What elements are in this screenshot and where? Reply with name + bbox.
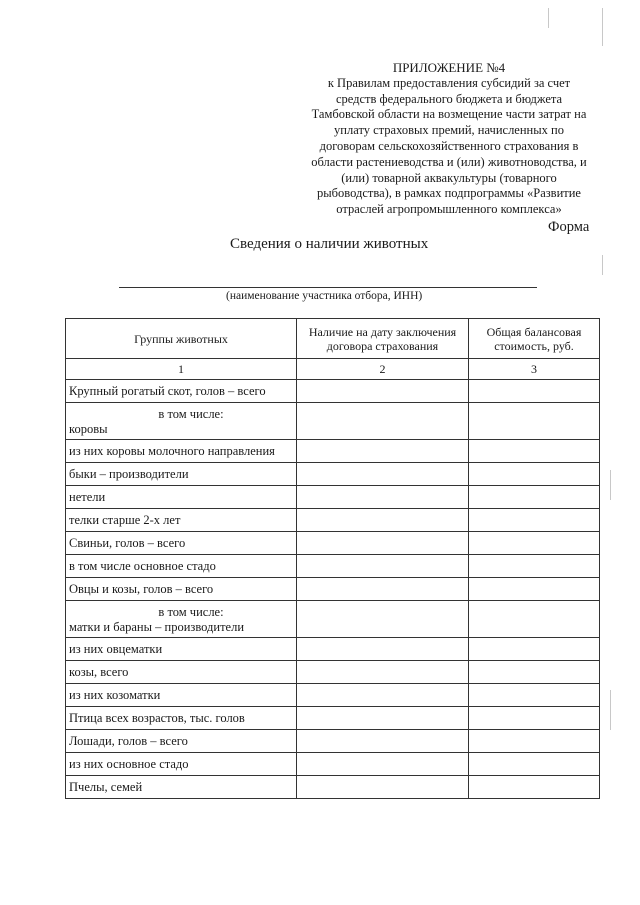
appendix-line: к Правилам предоставления субсидий за счет — [327, 75, 571, 90]
appendix-line: договорам сельскохозяйственного страхования в — [319, 138, 579, 153]
animal-group-cell: Птица всех возрастов, тыс. голов — [66, 707, 297, 730]
availability-input-cell[interactable] — [297, 486, 469, 509]
table-row — [66, 753, 600, 776]
table-row — [66, 776, 600, 799]
availability-input-cell[interactable] — [297, 532, 469, 555]
table-header-row — [66, 319, 600, 359]
scan-mark — [610, 470, 611, 500]
animal-group-cell — [66, 403, 297, 440]
availability-input-cell[interactable] — [297, 638, 469, 661]
table-row — [66, 730, 600, 753]
animal-group-cell: Пчелы, семей — [66, 776, 297, 799]
table-row — [66, 601, 600, 638]
animal-group-label: матки и бараны – производители — [69, 620, 245, 634]
animal-group-cell: телки старше 2-х лет — [66, 509, 297, 532]
column-header-groups: Группы животных — [66, 319, 297, 359]
value-input-cell[interactable] — [469, 463, 600, 486]
value-input-cell[interactable] — [469, 532, 600, 555]
animal-group-cell: Овцы и козы, голов – всего — [66, 578, 297, 601]
value-input-cell[interactable] — [469, 509, 600, 532]
availability-input-cell[interactable] — [297, 509, 469, 532]
animal-group-cell: Крупный рогатый скот, голов – всего — [66, 380, 297, 403]
subgroup-caption: в том числе: — [158, 407, 224, 421]
table-row — [66, 532, 600, 555]
scan-mark — [602, 255, 603, 275]
appendix-title: ПРИЛОЖЕНИЕ №4 — [392, 60, 506, 75]
animal-group-cell: нетели — [66, 486, 297, 509]
availability-input-cell[interactable] — [297, 730, 469, 753]
scan-mark — [610, 690, 611, 730]
animal-group-cell: из них коровы молочного направления — [66, 440, 297, 463]
appendix-line: средств федерального бюджета и бюджета — [335, 91, 563, 106]
animal-group-cell: в том числе основное стадо — [66, 555, 297, 578]
name-field-line — [119, 287, 537, 288]
availability-input-cell[interactable] — [297, 601, 469, 638]
value-input-cell[interactable] — [469, 776, 600, 799]
value-input-cell[interactable] — [469, 661, 600, 684]
table-row — [66, 403, 600, 440]
animal-group-cell: быки – производители — [66, 463, 297, 486]
appendix-line: (или) товарной аквакультуры (товарного — [341, 170, 557, 185]
appendix-line: рыбоводства), в рамках подпрограммы «Развитие — [317, 186, 581, 201]
value-input-cell[interactable] — [469, 730, 600, 753]
table-row — [66, 578, 600, 601]
table-row — [66, 380, 600, 403]
table-row — [66, 684, 600, 707]
column-number: 1 — [66, 359, 297, 380]
value-input-cell[interactable] — [469, 638, 600, 661]
availability-input-cell[interactable] — [297, 380, 469, 403]
animal-group-cell: из них основное стадо — [66, 753, 297, 776]
table-row — [66, 661, 600, 684]
animals-table — [65, 318, 600, 799]
table-row — [66, 707, 600, 730]
availability-input-cell[interactable] — [297, 707, 469, 730]
value-input-cell[interactable] — [469, 578, 600, 601]
column-header-availability: Наличие на дату заключения договора страхования — [297, 319, 469, 359]
table-row — [66, 440, 600, 463]
availability-input-cell[interactable] — [297, 776, 469, 799]
value-input-cell[interactable] — [469, 486, 600, 509]
appendix-line: области растениеводства и (или) животноводства, и — [311, 154, 587, 169]
name-field-caption: (наименование участника отбора, ИНН) — [226, 290, 423, 302]
table-row — [66, 555, 600, 578]
appendix-line: Тамбовской области на возмещение части затрат на — [311, 107, 587, 122]
table-row — [66, 486, 600, 509]
appendix-block — [288, 60, 610, 218]
availability-input-cell[interactable] — [297, 403, 469, 440]
document-title: Сведения о наличии животных — [230, 236, 429, 252]
value-input-cell[interactable] — [469, 440, 600, 463]
value-input-cell[interactable] — [469, 684, 600, 707]
animal-group-label: коровы — [69, 422, 108, 436]
value-input-cell[interactable] — [469, 555, 600, 578]
value-input-cell[interactable] — [469, 601, 600, 638]
availability-input-cell[interactable] — [297, 661, 469, 684]
animal-group-cell: из них козоматки — [66, 684, 297, 707]
value-input-cell[interactable] — [469, 753, 600, 776]
appendix-line: отраслей агропромышленного комплекса» — [336, 202, 562, 217]
value-input-cell[interactable] — [469, 707, 600, 730]
availability-input-cell[interactable] — [297, 555, 469, 578]
value-input-cell[interactable] — [469, 403, 600, 440]
animal-group-cell: козы, всего — [66, 661, 297, 684]
animal-group-cell: Свиньи, голов – всего — [66, 532, 297, 555]
column-number: 3 — [469, 359, 600, 380]
animal-group-cell: Лошади, голов – всего — [66, 730, 297, 753]
availability-input-cell[interactable] — [297, 684, 469, 707]
column-number-row — [66, 359, 600, 380]
appendix-line: уплату страховых премий, начисленных по — [334, 123, 564, 138]
animal-group-cell: из них овцематки — [66, 638, 297, 661]
availability-input-cell[interactable] — [297, 753, 469, 776]
availability-input-cell[interactable] — [297, 463, 469, 486]
column-number: 2 — [297, 359, 469, 380]
availability-input-cell[interactable] — [297, 440, 469, 463]
scan-mark — [548, 8, 549, 28]
scan-mark — [602, 8, 603, 46]
table-row — [66, 638, 600, 661]
animal-group-cell — [66, 601, 297, 638]
table-row — [66, 509, 600, 532]
availability-input-cell[interactable] — [297, 578, 469, 601]
table-row — [66, 463, 600, 486]
value-input-cell[interactable] — [469, 380, 600, 403]
form-label: Форма — [548, 219, 590, 235]
subgroup-caption: в том числе: — [158, 605, 224, 619]
column-header-value: Общая балансовая стоимость, руб. — [469, 319, 600, 359]
